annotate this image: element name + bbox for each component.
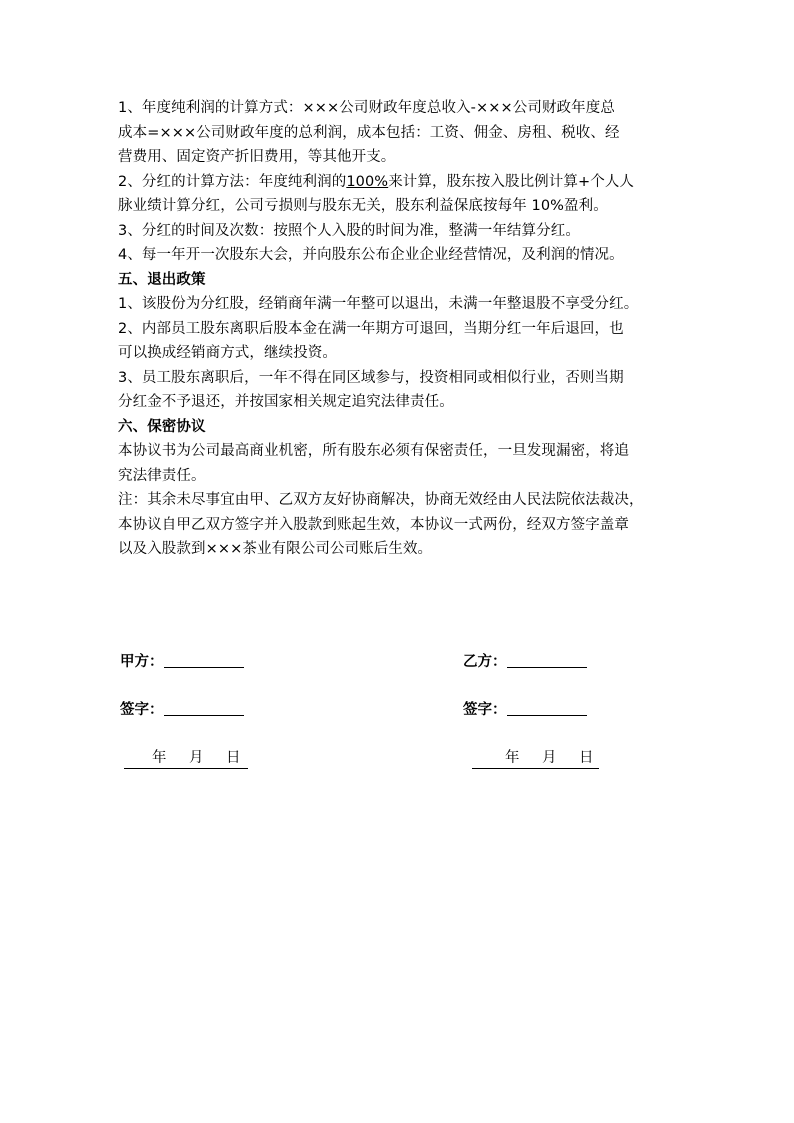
- section-6-heading: 六、保密协议: [118, 418, 206, 435]
- sign-b-label: 签字：: [463, 702, 507, 718]
- party-a-blank[interactable]: [164, 651, 244, 668]
- date-b-month: 月: [542, 750, 557, 766]
- sign-b-blank[interactable]: [507, 699, 587, 716]
- party-b-blank[interactable]: [507, 651, 587, 668]
- clause-4-line: 4、每一年开一次股东大会，并向股东公布企业企业经营情况，及利润的情况。: [118, 247, 624, 263]
- clause-1-line-1: 1、年度纯利润的计算方式：×××公司财政年度总收入-×××公司财政年度总: [118, 100, 615, 116]
- party-b-row: [463, 650, 587, 671]
- section-5-line-5: 分红金不予退还，并按国家相关规定追究法律责任。: [118, 394, 454, 410]
- date-b-row: [472, 746, 599, 769]
- section-5-line-3: 可以换成经销商方式，继续投资。: [118, 345, 337, 361]
- section-6-line-1: 本协议书为公司最高商业机密，所有股东必须有保密责任，一旦发现漏密，将追: [118, 443, 629, 459]
- date-a-row: [124, 746, 248, 769]
- section-6-line-2: 究法律责任。: [118, 467, 206, 484]
- date-b-year: 年: [505, 750, 520, 766]
- section-5-line-1: 1、该股份为分红股，经销商年满一年整可以退出，未满一年整退股不享受分红。: [118, 296, 639, 312]
- clause-3-line: 3、分红的时间及次数：按照个人入股的时间为准，整满一年结算分红。: [118, 222, 580, 239]
- clause-1-line-3: 营费用、固定资产折旧费用，等其他开支。: [118, 149, 396, 165]
- sign-a-label: 签字：: [120, 702, 164, 718]
- clause-1-line-2: 成本=×××公司财政年度的总利润，成本包括：工资、佣金、房租、税收、经: [118, 124, 620, 141]
- clause-2-line-2: 脉业绩计算分红，公司亏损则与股东无关，股东利益保底按每年 10%盈利。: [118, 198, 608, 214]
- sign-a-row: [120, 698, 244, 719]
- sign-b-row: [463, 698, 587, 719]
- clause-2-text-b: 来计算，股东按入股比例计算+个人人: [388, 173, 635, 190]
- date-b-day: 日: [579, 750, 594, 766]
- section-5-heading: 五、退出政策: [118, 271, 206, 288]
- date-a-day: 日: [226, 750, 241, 766]
- party-b-label: 乙方：: [463, 654, 507, 670]
- party-a-label: 甲方：: [120, 654, 164, 670]
- date-a-year: 年: [152, 750, 167, 766]
- clause-2-text-a: 2、分红的计算方法：年度纯利润的: [118, 173, 347, 190]
- section-6-line-4: 本协议自甲乙双方签字并入股款到账起生效，本协议一式两份，经双方签字盖章: [118, 516, 629, 533]
- section-5-line-2: 2、内部员工股东离职后股本金在满一年期方可退回，当期分红一年后退回，也: [118, 320, 624, 337]
- date-a-month: 月: [189, 750, 204, 766]
- section-6-line-3: 注：其余未尽事宜由甲、乙双方友好协商解决，协商无效经由人民法院依法裁决，: [118, 492, 644, 508]
- section-6-line-5: 以及入股款到×××茶业有限公司公司账后生效。: [118, 541, 433, 557]
- section-5-line-4: 3、员工股东离职后，一年不得在同区域参与，投资相同或相似行业，否则当期: [118, 369, 624, 386]
- party-a-row: [120, 650, 244, 671]
- sign-a-blank[interactable]: [164, 699, 244, 716]
- clause-2-percent: 100%: [346, 173, 389, 190]
